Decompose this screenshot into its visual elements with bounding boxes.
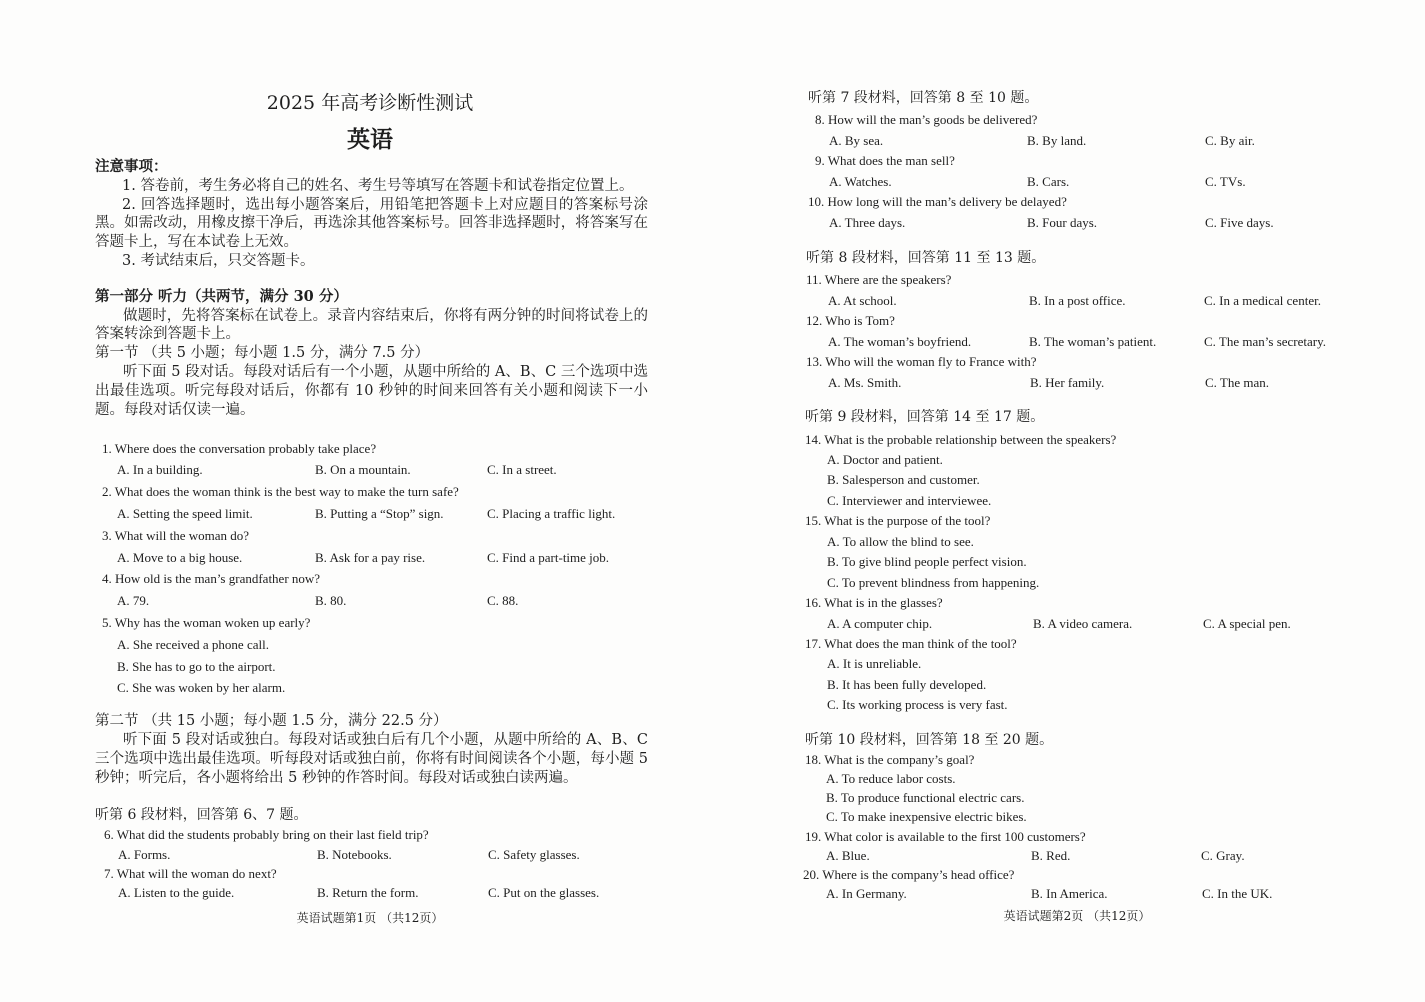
question-stem: 18. What is the company’s goal?	[805, 752, 975, 767]
question-stem: 3. What will the woman do?	[102, 528, 250, 543]
page-right	[712, 0, 1425, 1002]
material-heading: 听第 7 段材料，回答第 8 至 10 题。	[808, 90, 1039, 106]
section-2-intro: 听下面 5 段对话或独白。每段对话或独白后有几个小题，从题中所给的 A、B、C 三个选项中选出最佳选项。听每段对话或独白前，你将有时间阅读各个小题，每小题 5 秒钟；听完后，各小题将给出 5 秒钟的作答时间。每段对话或独白读两遍。	[95, 732, 648, 786]
option-a: A. In a building.	[117, 462, 203, 477]
option-a: A. Ms. Smith.	[828, 375, 902, 390]
option-b: B. Her family.	[1030, 375, 1105, 390]
section-2-block	[95, 712, 648, 788]
option-a: A. Forms.	[118, 847, 171, 862]
option-c: C. By air.	[1205, 133, 1255, 148]
option-c: C. Its working process is very fast.	[827, 697, 1008, 712]
option-b: B. She has to go to the airport.	[117, 659, 276, 674]
question-stem: 11. Where are the speakers?	[806, 272, 952, 287]
question-stem: 19. What color is available to the first 100 customers?	[805, 829, 1086, 844]
option-c: C. To prevent blindness from happening.	[827, 575, 1040, 590]
notice-item-1: 1. 答卷前，考生务必将自己的姓名、考生号等填写在答题卡和试卷指定位置上。	[122, 177, 634, 194]
option-c: C. Put on the glasses.	[488, 885, 600, 900]
option-a: A. At school.	[828, 293, 897, 308]
exam-title: 2025 年高考诊断性测试	[266, 92, 474, 114]
option-a: A. Blue.	[826, 848, 870, 863]
section-2-heading: 第二节 （共 15 小题；每小题 1.5 分，满分 22.5 分）	[95, 713, 448, 729]
section-1-heading: 第一节 （共 5 小题；每小题 1.5 分，满分 7.5 分）	[95, 345, 430, 362]
page-footer: 英语试题第1页 （共12页）	[296, 911, 444, 925]
option-c: C. The man.	[1205, 375, 1270, 390]
option-b: B. By land.	[1027, 133, 1087, 148]
option-b: B. 80.	[315, 593, 347, 608]
option-b: B. Red.	[1031, 848, 1071, 863]
option-c: C. In a street.	[487, 462, 557, 477]
question-stem: 17. What does the man think of the tool?	[805, 636, 1017, 651]
material-heading: 听第 9 段材料，回答第 14 至 17 题。	[805, 409, 1045, 425]
option-b: B. Cars.	[1027, 174, 1070, 189]
option-a: A. It is unreliable.	[827, 656, 922, 671]
subject-title: 英语	[347, 126, 393, 153]
option-b: B. In a post office.	[1029, 293, 1126, 308]
option-b: B. Return the form.	[317, 885, 419, 900]
question-stem: 1. Where does the conversation probably take place?	[102, 441, 377, 456]
option-c: C. Interviewer and interviewee.	[827, 493, 992, 508]
option-c: C. Five days.	[1205, 215, 1274, 230]
option-a: A. To reduce labor costs.	[826, 771, 956, 786]
question-stem: 9. What does the man sell?	[815, 153, 955, 168]
option-a: A. By sea.	[829, 133, 884, 148]
question-stem: 5. Why has the woman woken up early?	[102, 615, 311, 630]
part-intro: 做题时，先将答案标在试卷上。录音内容结束后，你将有两分钟的时间将试卷上的答案转涂到答题卡上。	[95, 307, 648, 343]
part-heading: 第一部分 听力（共两节，满分 30 分）	[95, 287, 348, 305]
option-c: C. Safety glasses.	[488, 847, 580, 862]
question-stem: 8. How will the man’s goods be delivered?	[815, 112, 1038, 127]
question-stem: 16. What is in the glasses?	[805, 595, 943, 610]
option-b: B. On a mountain.	[315, 462, 411, 477]
material-heading: 听第 8 段材料，回答第 11 至 13 题。	[806, 250, 1046, 266]
option-b: B. It has been fully developed.	[827, 677, 987, 692]
option-c: C. Placing a traffic light.	[487, 506, 616, 521]
question-stem: 13. Who will the woman fly to France with?	[806, 354, 1037, 369]
option-b: B. Salesperson and customer.	[827, 472, 980, 487]
question-stem: 10. How long will the man’s delivery be delayed?	[808, 194, 1067, 209]
option-a: A. To allow the blind to see.	[827, 534, 974, 549]
material-heading: 听第 10 段材料，回答第 18 至 20 题。	[805, 732, 1054, 748]
option-a: A. Move to a big house.	[117, 550, 243, 565]
notice-heading: 注意事项：	[95, 158, 168, 175]
option-a: A. Listen to the guide.	[118, 885, 235, 900]
option-a: A. Doctor and patient.	[827, 452, 943, 467]
question-stem: 15. What is the purpose of the tool?	[805, 513, 991, 528]
option-c: C. A special pen.	[1203, 616, 1291, 631]
option-b: B. In America.	[1031, 886, 1108, 901]
page-footer: 英语试题第2页 （共12页）	[1003, 909, 1151, 923]
option-c: C. 88.	[487, 593, 519, 608]
option-b: B. Four days.	[1027, 215, 1098, 230]
option-b: B. Ask for a pay rise.	[315, 550, 426, 565]
option-a: A. Setting the speed limit.	[117, 506, 253, 521]
option-b: B. The woman’s patient.	[1029, 334, 1157, 349]
question-stem: 7. What will the woman do next?	[104, 866, 277, 881]
option-b: B. To produce functional electric cars.	[826, 790, 1025, 805]
option-a: A. Three days.	[829, 215, 906, 230]
option-c: C. TVs.	[1205, 174, 1246, 189]
question-stem: 12. Who is Tom?	[806, 313, 895, 328]
option-a: A. A computer chip.	[827, 616, 933, 631]
option-c: C. In a medical center.	[1204, 293, 1321, 308]
option-c: C. To make inexpensive electric bikes.	[826, 809, 1027, 824]
notice-item-3: 3. 考试结束后，只交答题卡。	[122, 252, 315, 269]
option-a: A. In Germany.	[826, 886, 907, 901]
option-b: B. A video camera.	[1033, 616, 1133, 631]
page-left	[0, 0, 712, 1002]
option-c: C. She was woken by her alarm.	[117, 680, 286, 695]
option-b: B. Notebooks.	[317, 847, 392, 862]
option-c: C. Find a part-time job.	[487, 550, 610, 565]
question-stem: 20. Where is the company’s head office?	[803, 867, 1015, 882]
option-a: A. 79.	[117, 593, 150, 608]
option-b: B. To give blind people perfect vision.	[827, 554, 1027, 569]
notice-item-2: 2. 回答选择题时，选出每小题答案后，用铅笔把答题卡上对应题目的答案标号涂黑。如需改动，用橡皮擦干净后，再选涂其他答案标号。回答非选择题时，将答案写在答题卡上，写在本试卷上无效。	[95, 196, 648, 251]
option-a: A. She received a phone call.	[117, 637, 269, 652]
question-stem: 2. What does the woman think is the best way to make the turn safe?	[102, 484, 459, 499]
question-stem: 4. How old is the man’s grandfather now?	[102, 571, 321, 586]
option-a: A. Watches.	[829, 174, 892, 189]
question-stem: 14. What is the probable relationship between the speakers?	[805, 432, 1117, 447]
section-1-intro: 听下面 5 段对话。每段对话后有一个小题，从题中所给的 A、B、C 三个选项中选出最佳选项。听完每段对话后，你都有 10 秒钟的时间来回答有关小题和阅读下一小题。每段对话仅读一遍。	[95, 363, 648, 418]
instructions-block	[95, 158, 648, 419]
material-heading: 听第 6 段材料，回答第 6、7 题。	[95, 807, 308, 823]
option-a: A. The woman’s boyfriend.	[828, 334, 972, 349]
option-c: C. The man’s secretary.	[1204, 334, 1327, 349]
question-stem: 6. What did the students probably bring on their last field trip?	[104, 827, 429, 842]
option-c: C. Gray.	[1201, 848, 1245, 863]
option-c: C. In the UK.	[1202, 886, 1273, 901]
option-b: B. Putting a “Stop” sign.	[315, 506, 444, 521]
